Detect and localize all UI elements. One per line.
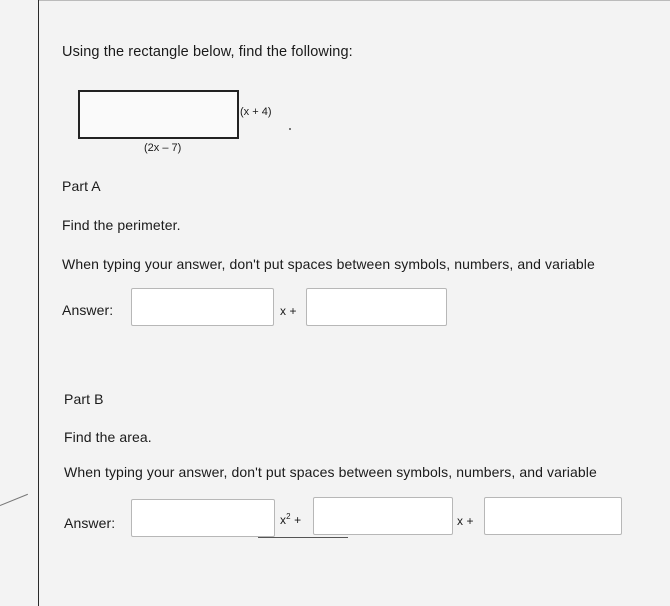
- decorative-mark: [0, 494, 28, 506]
- rectangle-side-label: (x + 4): [240, 106, 272, 118]
- part-a-constant-input[interactable]: [306, 288, 447, 326]
- part-a-x-coefficient-input[interactable]: [131, 288, 274, 326]
- part-b-constant-input[interactable]: [484, 497, 622, 535]
- stray-dot: [289, 128, 291, 130]
- part-b-exponent: 2: [286, 512, 291, 521]
- rectangle-figure: [78, 90, 239, 139]
- part-b-x-coefficient-input[interactable]: [313, 497, 453, 535]
- part-b-task: Find the area.: [64, 429, 152, 445]
- page-top-edge: [38, 0, 670, 1]
- part-a-answer-label: Answer:: [62, 302, 114, 318]
- part-b-answer-label: Answer:: [64, 515, 116, 531]
- part-b-x-base: x: [280, 513, 287, 527]
- part-b-heading: Part B: [64, 391, 104, 407]
- part-b-x-squared-coefficient-input[interactable]: [131, 499, 275, 537]
- part-a-x-plus-label: x +: [280, 304, 297, 318]
- part-a-heading: Part A: [62, 178, 101, 194]
- part-a-instruction: When typing your answer, don't put spaces between symbols, numbers, and variable: [62, 256, 595, 272]
- part-b-plus-sign: +: [294, 513, 302, 527]
- part-b-instruction: When typing your answer, don't put spaces between symbols, numbers, and variable: [64, 464, 597, 480]
- question-prompt: Using the rectangle below, find the following:: [62, 44, 353, 60]
- part-b-x-squared-label: [280, 513, 301, 527]
- part-b-underline: [258, 537, 348, 538]
- part-b-x-plus-label: x +: [457, 514, 474, 528]
- part-a-task: Find the perimeter.: [62, 217, 181, 233]
- rectangle-bottom-label: (2x – 7): [144, 142, 182, 154]
- page-left-edge: [38, 0, 39, 606]
